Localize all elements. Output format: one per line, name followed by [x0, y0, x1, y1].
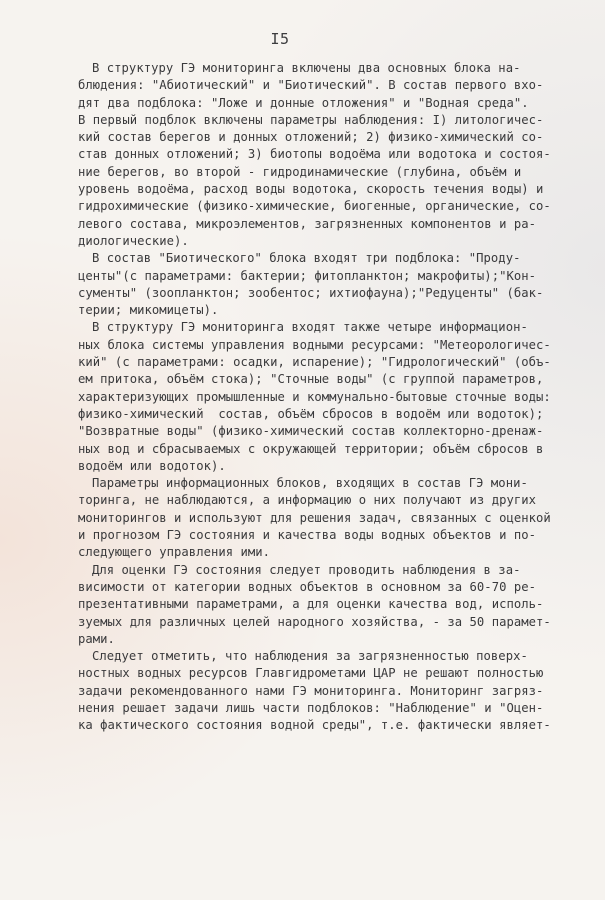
paragraph-information-parameters: [78, 475, 551, 561]
text-line: диологические).: [78, 233, 189, 248]
text-line: ностных водных ресурсов Главгидрометами ЦАР не решают полностью: [78, 666, 544, 681]
text-line: ных блока системы управления водными ресурсами: "Метеорологичес-: [78, 337, 551, 352]
text-line: левого состава, микроэлементов, загрязненных компонентов и ра-: [78, 216, 537, 231]
text-line: "Возвратные воды" (физико-химический состав коллекторно-дренаж-: [78, 424, 544, 439]
text-line: Следует отметить, что наблюдения за загрязненностью поверх-: [92, 649, 528, 664]
text-line: дят два подблока: "Ложе и донные отложения" и "Водная среда".: [78, 95, 529, 110]
text-line: ных вод и сбрасываемых с окружающей территории; объём сбросов в: [78, 441, 544, 456]
text-line: и прогнозом ГЭ состояния и качества воды водных объектов и по-: [78, 528, 537, 543]
text-line: задачи рекомендованного нами ГЭ мониторинга. Мониторинг загряз-: [78, 683, 544, 698]
paragraph-structure-blocks: [78, 60, 551, 250]
text-line: В структуру ГЭ мониторинга входят также четыре информацион-: [92, 320, 528, 335]
text-line: Параметры информационных блоков, входящих в состав ГЭ мони-: [92, 476, 528, 491]
text-line: физико-химический состав, объём сбросов в водоём или водоток);: [78, 406, 544, 421]
text-line: Для оценки ГЭ состояния следует проводить наблюдения в за-: [92, 562, 521, 577]
text-line: кий состав берегов и донных отложений; 2) физико-химический со-: [78, 130, 544, 145]
text-line: ние берегов, во второй - гидродинамические (глубина, объём и: [78, 164, 522, 179]
paragraph-assessment: [78, 562, 551, 648]
text-line: торинга, не наблюдаются, а информацию о них получают из других: [78, 493, 537, 508]
text-line: терии; микомицеты).: [78, 303, 219, 318]
text-line: рами.: [78, 631, 115, 646]
text-line: кий" (с параметрами: осадки, испарение); "Гидрологический" (объ-: [78, 355, 551, 370]
text-line: висимости от категории водных объектов в основном за 60-70 ре-: [78, 579, 537, 594]
body-text: [78, 60, 551, 735]
paragraph-information-blocks: [78, 319, 551, 475]
text-line: центы"(с параметрами: бактерии; фитопланктон; макрофиты);"Кон-: [78, 268, 537, 283]
text-line: ем притока, объём стока); "Сточные воды" (с группой параметров,: [78, 372, 544, 387]
text-line: В первый подблок включены параметры наблюдения: I) литологичес-: [78, 112, 544, 127]
text-line: презентативными параметрами, а для оценки качества вод, исполь-: [78, 597, 544, 612]
text-line: блюдения: "Абиотический" и "Биотический". В состав первого вхо-: [78, 78, 544, 93]
page-number: I5: [270, 30, 290, 48]
text-line: В структуру ГЭ мониторинга включены два основных блока на-: [92, 61, 521, 75]
text-line: В состав "Биотического" блока входят три подблока: "Проду-: [92, 251, 521, 266]
text-line: став донных отложений; 3) биотопы водоёма или водотока и состоя-: [78, 147, 551, 162]
text-line: мониторингов и используют для решения задач, связанных с оценкой: [78, 510, 551, 525]
text-line: следующего управления ими.: [78, 545, 271, 560]
text-line: водоём или водоток).: [78, 458, 226, 473]
paragraph-biotic-block: [78, 250, 548, 319]
text-line: характеризующих промышленные и коммунально-бытовые сточные воды:: [78, 389, 551, 404]
text-line: сументы" (зоопланктон; зообентос; ихтиофауна);"Редуценты" (бак-: [78, 285, 544, 300]
text-line: нения решает задачи лишь части подблоков: "Наблюдение" и "Оцен-: [78, 700, 544, 715]
text-line: гидрохимические (физико-химические, биогенные, органические, со-: [78, 199, 551, 214]
text-line: уровень водоёма, расход воды водотока, скорость течения воды) и: [78, 182, 544, 197]
text-line: зуемых для различных целей народного хозяйства, - за 50 парамет-: [78, 614, 551, 629]
text-line: ка фактического состояния водной среды", т.е. фактически являет-: [78, 718, 551, 733]
paragraph-pollution-monitoring: [78, 648, 551, 734]
